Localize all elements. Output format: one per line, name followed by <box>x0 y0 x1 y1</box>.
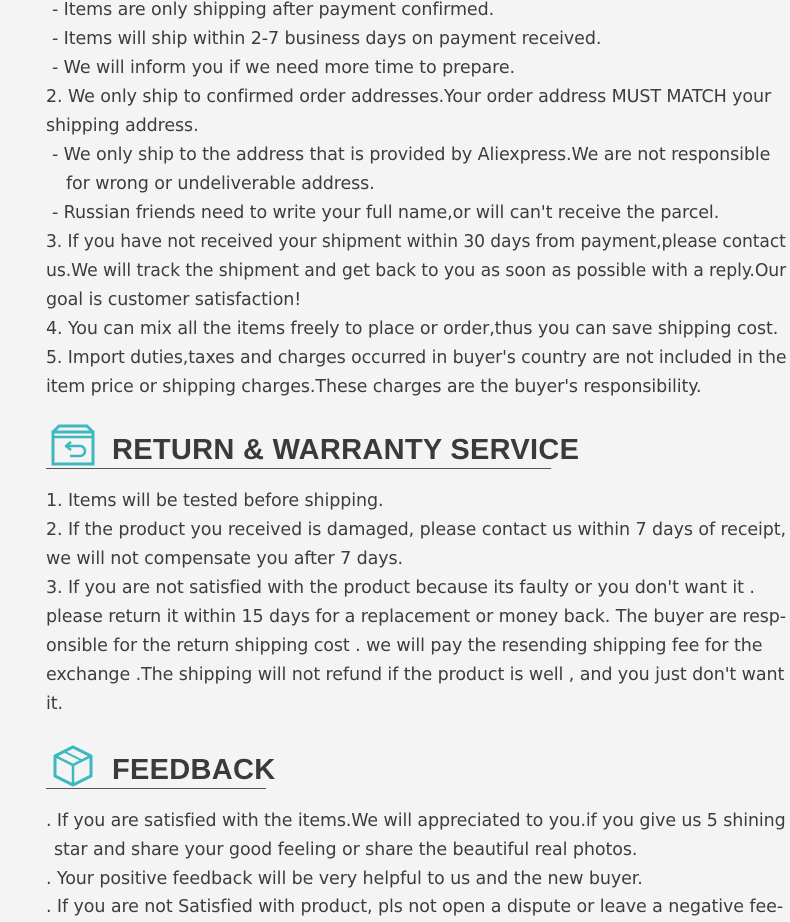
shipping-line: - Items will ship within 2-7 business days on payment received. <box>52 29 602 49</box>
shipping-line: 2. We only ship to confirmed order addresses.Your order address MUST MATCH your <box>46 87 772 107</box>
shipping-line: goal is customer satisfaction! <box>46 290 302 310</box>
feedback-line: star and share your good feeling or share the beautiful real photos. <box>54 840 638 860</box>
shipping-line: item price or shipping charges.These charges are the buyer's responsibility. <box>46 377 702 397</box>
feedback-line: . If you are satisfied with the items.We will appreciated to you.if you give us 5 shining <box>46 811 786 831</box>
return-line: 1. Items will be tested before shipping. <box>46 491 384 511</box>
cube-icon <box>50 744 96 788</box>
feedback-line: . Your positive feedback will be very helpful to us and the new buyer. <box>46 869 643 889</box>
shipping-line: for wrong or undeliverable address. <box>66 174 375 194</box>
return-line: please return it within 15 days for a replacement or money back. The buyer are resp- <box>46 607 786 627</box>
shipping-line: - Items are only shipping after payment confirmed. <box>52 0 495 20</box>
return-line: exchange .The shipping will not refund if the product is well , and you just don't want <box>46 665 785 685</box>
section-title: RETURN & WARRANTY SERVICE <box>112 434 580 466</box>
return-line: it. <box>46 694 63 714</box>
shipping-line: us.We will track the shipment and get back to you as soon as possible with a reply.Our <box>46 261 787 281</box>
feedback-heading <box>46 744 276 789</box>
return-line: 2. If the product you received is damaged, please contact us within 7 days of receipt, <box>46 520 787 540</box>
shipping-line: 5. Import duties,taxes and charges occurred in buyer's country are not included in the <box>46 348 787 368</box>
feedback-line: . If you are not Satisfied with product, pls not open a dispute or leave a negative fee- <box>46 897 784 917</box>
return-warranty-heading <box>46 424 580 469</box>
shipping-line: - We only ship to the address that is provided by Aliexpress.We are not responsible <box>52 145 771 165</box>
section-title: FEEDBACK <box>112 754 276 786</box>
shipping-line: 3. If you have not received your shipment within 30 days from payment,please contact <box>46 232 786 252</box>
return-box-icon <box>50 424 96 468</box>
shipping-line: 4. You can mix all the items freely to place or order,thus you can save shipping cost. <box>46 319 779 339</box>
return-line: we will not compensate you after 7 days. <box>46 549 403 569</box>
return-line: onsible for the return shipping cost . we will pay the resending shipping fee for the <box>46 636 763 656</box>
shipping-line: shipping address. <box>46 116 199 136</box>
shipping-line: - We will inform you if we need more time to prepare. <box>52 58 515 78</box>
return-line: 3. If you are not satisfied with the product because its faulty or you don't want it . <box>46 578 755 598</box>
shipping-line: - Russian friends need to write your full name,or will can't receive the parcel. <box>52 203 720 223</box>
